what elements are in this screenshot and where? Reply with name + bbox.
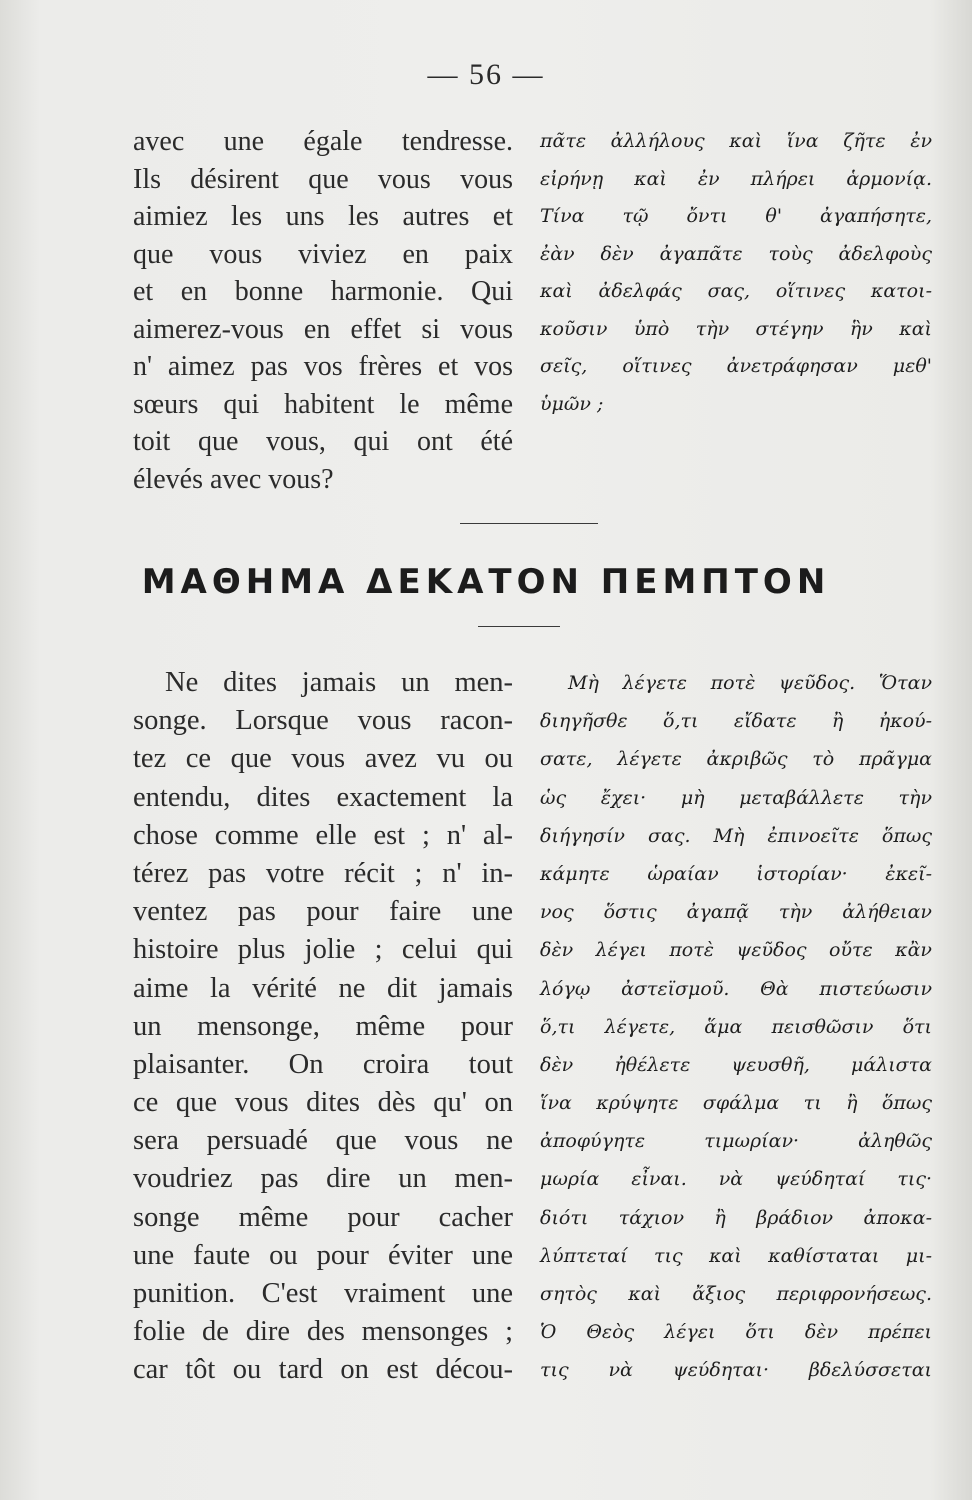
french-line: élevés avec vous? — [133, 463, 334, 495]
french-line: et en bonne harmonie. Qui — [133, 276, 513, 307]
french-line: songe même pour cacher — [133, 1201, 513, 1233]
greek-line: μωρία εἶναι. νὰ ψεύδηταί τις· — [540, 1168, 932, 1191]
greek-line: διήγησίν σας. Μὴ ἐπινοεῖτε ὅπως — [540, 824, 932, 847]
french-line: ventez pas pour faire une — [133, 896, 513, 928]
page-number: — 56 — — [427, 58, 545, 91]
french-line: un mensonge, même pour — [133, 1010, 513, 1042]
french-line: aimerez-vous en effet si vous — [133, 313, 513, 345]
greek-line: Τίνα τῷ ὄντι θ' ἀγαπήσητε, — [540, 205, 932, 227]
french-line: songe. Lorsque vous racon- — [133, 705, 513, 737]
greek-line: δὲν ἠθέλετε ψευσθῆ, μάλιστα — [540, 1053, 932, 1076]
french-line: entendu, dites exactement la — [133, 781, 513, 813]
lesson-title: ΜΑΘΗΜΑ ΔΕΚΑΤΟΝ ΠΕΜΠΤΟΝ — [141, 562, 831, 602]
greek-line: Ὁ Θεὸς λέγει ὅτι δὲν πρέπει — [540, 1321, 932, 1344]
greek-line: καὶ ἀδελφάς σας, οἵτινες κατοι- — [540, 280, 932, 302]
french-line: chose comme elle est ; n' al- — [133, 819, 513, 851]
french-line: plaisanter. On croira tout — [133, 1048, 513, 1080]
greek-line: Μὴ λέγετε ποτὲ ψεῦδος. Ὅταν — [568, 672, 932, 694]
greek-line: λύπτεταί τις καὶ καθίσταται μι- — [540, 1244, 932, 1267]
french-line: une faute ou pour éviter une — [133, 1239, 513, 1271]
french-line: avec une égale tendresse. — [133, 126, 513, 157]
greek-line: σεῖς, οἵτινες ἀνετράφησαν μεθ' — [540, 355, 932, 377]
french-line: car tôt ou tard on est décou- — [133, 1354, 513, 1386]
french-line: tez ce que vous avez vu ou — [133, 743, 513, 775]
greek-column-1 — [540, 123, 932, 423]
french-line: Ne dites jamais un men- — [165, 667, 513, 698]
greek-line: τις νὰ ψεύδηται· βδελύσσεται — [540, 1359, 932, 1382]
french-line: n' aimez pas vos frères et vos — [133, 351, 513, 382]
greek-line: νος ὅστις ἀγαπᾷ τὴν ἀλήθειαν — [540, 901, 932, 924]
french-column-1 — [133, 123, 513, 498]
greek-line: εἰρήνῃ καὶ ἐν πλήρει ἁρμονίᾳ. — [540, 167, 932, 190]
greek-line: σατε, λέγετε ἀκριβῶς τὸ πρᾶγμα — [540, 748, 932, 771]
greek-line: λόγῳ ἀστεϊσμοῦ. Θὰ πιστεύωσιν — [540, 977, 932, 1000]
french-line: toit que vous, qui ont été — [133, 426, 513, 457]
greek-column-2 — [540, 664, 932, 1390]
greek-line: ὑμῶν ; — [540, 392, 604, 415]
rule-below-title — [478, 626, 560, 627]
french-line: punition. C'est vraiment une — [133, 1278, 513, 1309]
greek-line: ἀποφύγητε τιμωρίαν· ἀληθῶς — [540, 1130, 932, 1153]
rule-above-title — [460, 523, 598, 524]
greek-line: ὅ,τι λέγετε, ἅμα πεισθῶσιν ὅτι — [540, 1015, 932, 1038]
greek-line: κάμητε ὡραίαν ἱστορίαν· ἐκεῖ- — [540, 862, 932, 885]
french-line: sera persuadé que vous ne — [133, 1125, 513, 1157]
french-line: histoire plus jolie ; celui qui — [133, 934, 513, 966]
greek-line: ἵνα κρύψητε σφάλμα τι ἢ ὅπως — [540, 1092, 932, 1115]
french-line: ce que vous dites dès qu' on — [133, 1087, 513, 1119]
greek-line: ἐὰν δὲν ἀγαπᾶτε τοὺς ἀδελφοὺς — [540, 242, 932, 265]
french-line: folie de dire des mensonges ; — [133, 1316, 513, 1348]
greek-line: δὲν λέγει ποτὲ ψεῦδος οὔτε κἂν — [540, 939, 932, 962]
greek-line: σητὸς καὶ ἄξιος περιφρονήσεως. — [540, 1283, 932, 1305]
greek-line: διηγῆσθε ὅ,τι εἴδατε ἢ ἠκού- — [540, 710, 932, 733]
french-column-2 — [133, 664, 513, 1390]
greek-line: πᾶτε ἀλλήλους καὶ ἵνα ζῆτε ἐν — [540, 130, 932, 152]
french-line: que vous viviez en paix — [133, 238, 513, 270]
french-line: aimiez les uns les autres et — [133, 201, 513, 232]
greek-line: ὡς ἔχει· μὴ μεταβάλλετε τὴν — [540, 786, 932, 809]
greek-line: κοῦσιν ὑπὸ τὴν στέγην ἣν καὶ — [540, 317, 932, 340]
french-line: sœurs qui habitent le même — [133, 388, 513, 420]
french-line: voudriez pas dire un men- — [133, 1163, 513, 1195]
french-line: Ils désirent que vous vous — [133, 163, 513, 195]
french-line: térez pas votre récit ; n' in- — [133, 857, 513, 889]
french-line: aime la vérité ne dit jamais — [133, 972, 513, 1004]
greek-line: διότι τάχιον ἢ βράδιον ἀποκα- — [540, 1206, 932, 1229]
